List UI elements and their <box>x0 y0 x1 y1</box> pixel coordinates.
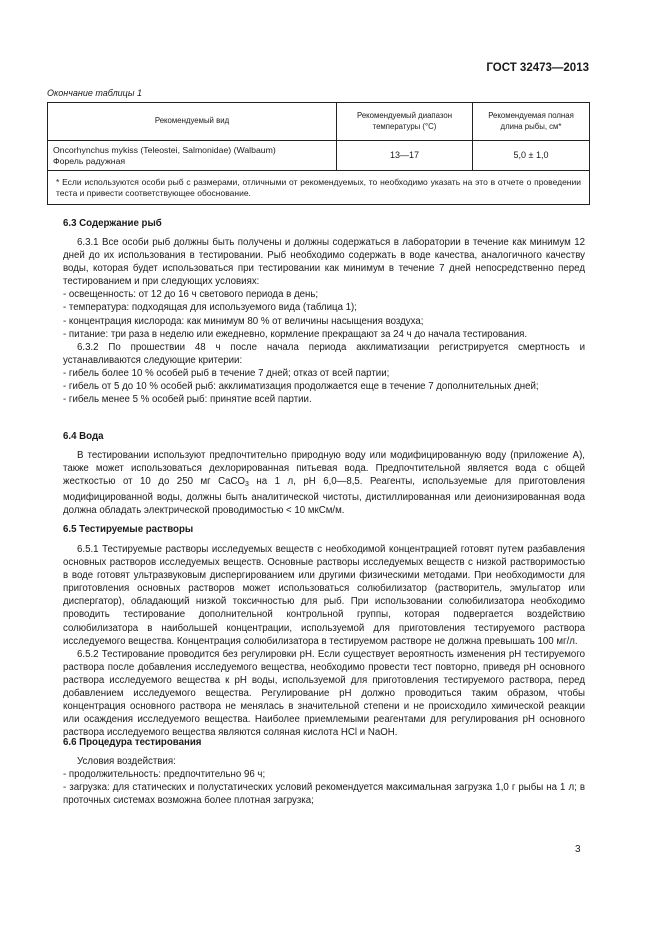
section-heading-6-6: 6.6 Процедура тестирования <box>63 737 202 748</box>
paragraph-6-3-2: 6.3.2 По прошествии 48 ч после начала периода акклиматизации регистрируется смертность и устанавливаются следующие критерии: <box>63 341 585 366</box>
section-body-6-5 <box>63 543 585 739</box>
list-item: - освещенность: от 12 до 16 ч светового периода в день; <box>63 289 319 301</box>
column-header-temperature: Рекомендуемый диапазон температуры (°С) <box>337 103 473 141</box>
list-item: - питание: три раза в неделю или ежедневно, кормление прекращают за 24 ч до начала тестирования. <box>63 328 528 340</box>
section-body-6-6 <box>63 755 585 807</box>
section-body-6-3 <box>63 236 585 406</box>
species-table <box>47 102 590 205</box>
table-footnote-row <box>48 171 590 205</box>
standard-header: ГОСТ 32473—2013 <box>486 62 589 74</box>
page-number: 3 <box>575 844 581 855</box>
list-item: - температура: подходящая для используемого вида (таблица 1); <box>63 302 357 314</box>
species-cell <box>48 141 337 171</box>
table-caption: Окончание таблицы 1 <box>47 88 142 98</box>
list-item: - загрузка: для статических и полустатических условий рекомендуется максимальная загрузка 1,0 г рыбы на 1 л; в проточных системах возможна более плотная загрузка; <box>63 782 585 807</box>
length-cell: 5,0 ± 1,0 <box>473 141 590 171</box>
table-header-row <box>48 103 590 141</box>
table-footnote: * Если используются особи рыб с размерами, отличными от рекомендуемых, то необходимо указать на это в отчете о проведении теста и привести соответствующее обоснование. <box>48 171 590 205</box>
list-item: - продолжительность: предпочтительно 96 ч; <box>63 769 266 781</box>
column-header-length: Рекомендуемая полная длина рыбы, см* <box>473 103 590 141</box>
species-common-name: Форель радужная <box>53 155 126 166</box>
section-heading-6-4: 6.4 Вода <box>63 431 104 442</box>
section-body-6-4 <box>63 449 585 517</box>
list-item: - гибель более 10 % особей рыб в течение 7 дней; отказ от всей партии; <box>63 367 390 379</box>
paragraph-6-5-1: 6.5.1 Тестируемые растворы исследуемых веществ с необходимой концентрацией готовят путем разбавления основных растворов исследуемых веществ. Основные растворы исследуемых веществ с низкой растворимостью в воде готовят ультразвуковым диспергированием или другими физическими методами. При необходимости для приготовления основных растворов может использоваться солюбилизатор (растворитель, эмульгатор или диспергатор), обладающий низкой токсичностью для рыб. При использовании солюбилизатора необходимо проводить тестирование дополнительной контрольной группы, которая подвергается воздействию солюбилизатора в наибольшей концентрации, используемой для приготовления тестируемого раствора исследуемого вещества. Концентрация солюбилизатора в тестируемом растворе не должна превышать 100 мг/л. <box>63 544 585 647</box>
paragraph-6-4: В тестировании используют предпочтительно природную воду или модифицированную воду (приложение А), также может использоваться дехлорированная питьевая вода. Предпочтительной является вода с общей жесткостью от 10 до 250 мг CaCO$_3$ на 1 л, pH 6,0—8,5. Реагенты, используемые для приготовления модифицированной воды, должны быть аналитической чистоты, дистиллированная или деионизированная вода должна обладать электрической проводимостью < 10 мкСм/м. <box>63 450 585 517</box>
list-item: - концентрация кислорода: как минимум 80 % от величины насыщения воздуха; <box>63 315 424 327</box>
section-heading-6-3: 6.3 Содержание рыб <box>63 218 162 229</box>
temperature-cell: 13—17 <box>337 141 473 171</box>
section-heading-6-5: 6.5 Тестируемые растворы <box>63 524 194 535</box>
list-item: - гибель от 5 до 10 % особей рыб: акклиматизация продолжается еще в течение 7 дополнительных дней; <box>63 381 539 393</box>
paragraph-6-5-2: 6.5.2 Тестирование проводится без регулировки pH. Если существует вероятность изменения pH тестируемого раствора после добавления исследуемого вещества, необходимо провести тест повторно, приведя pH основного раствора исследуемого вещества к pH воды, используемой для приготовления тестируемого раствора, перед добавлением исследуемого вещества. Регулирование pH должно проводиться таким образом, чтобы концентрация основного раствора не менялась в значительной степени и не происходило химической реакции или осаждения исследуемого вещества. Наиболее приемлемыми реагентами для регулирования pH основного раствора исследуемого вещества являются соляная кислота HCl и NaOH. <box>63 648 585 739</box>
paragraph-6-3-1: 6.3.1 Все особи рыб должны быть получены и должны содержаться в лаборатории в течение как минимум 12 дней до их использования в тестировании. Рыб необходимо содержать в воде качества, аналогичного качеству воды, которая будет использоваться при тестировании как минимум в течение 7 дней непосредственно перед тестированием и при следующих условиях: <box>63 237 585 288</box>
column-header-species: Рекомендуемый вид <box>48 103 337 141</box>
conditions-intro: Условия воздействия: <box>77 756 176 767</box>
list-item: - гибель менее 5 % особей рыб: принятие всей партии. <box>63 394 312 406</box>
species-latin-name: Oncorhynchus mykiss (Teleostei, Salmonidae) (Walbaum) <box>53 144 276 155</box>
table-row <box>48 141 590 171</box>
